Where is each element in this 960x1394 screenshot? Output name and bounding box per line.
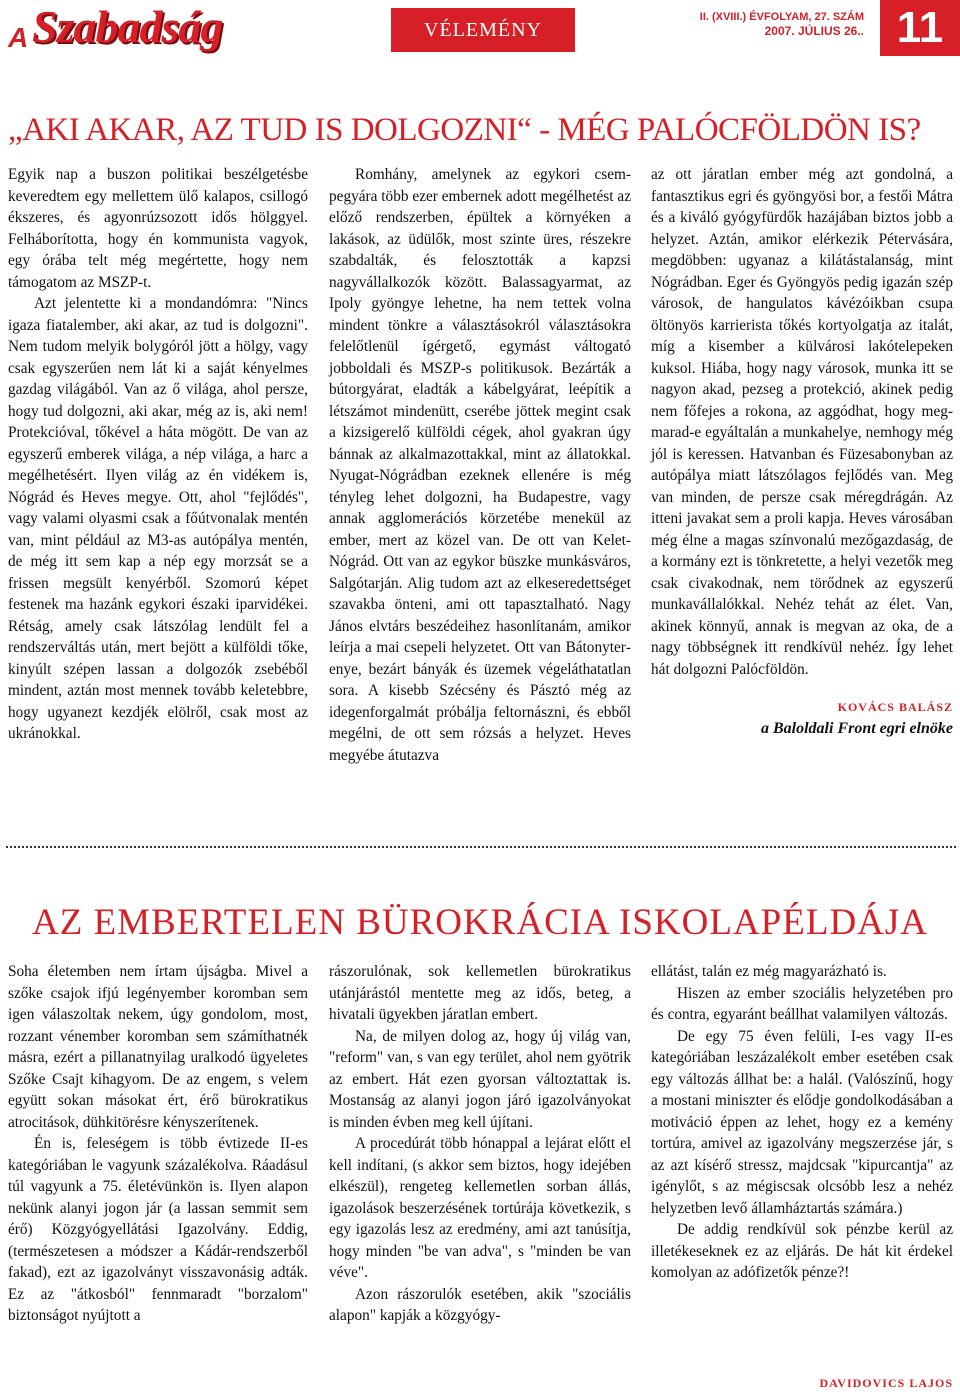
author-role: a Baloldali Front egri elnöke: [760, 720, 953, 737]
issue-volume: II. (XVIII.) ÉVFOLYAM, 27. SZÁM: [699, 11, 864, 23]
paragraph: az ott járatlan ember még azt gondolná, a fantasztikus egri és gyöngyösi bor, a festői Mátra és a kiváló gyógyfürdők hazájában biztos jobb a helyzet. Aztán, amikor elérkezik Pétervására, megdöbben: ugyanaz a kilátástalanság, mint Nógrádban. Eger és Gyöngyös pedig igazán szép városok, de hangulatos kávézóikban csupa öltönyös karrierista tőkés kortyolgatja az italát, míg a kisember a külvárosi lakótelepeken kuksol. Hiába, hogy nagy városok, munka itt se nagyon akad, pezseg a protekció, akinek pedig nem főfejes a rokona, az aggódhat, hogy megmarad-e egyáltalán a munkahelye, nemhogy még jól is keressen. Hatvanban és Füzesabonyban az autópálya miatt látszólagos fejlődés van. Meg van minden, de persze csak méregdrágán. Az itteni javakat sem a proli kapja. Heves városában még élne a magas színvonalú mezőgazdaság, de a kormány ezt is tönkretette, a helyi vezetők meg csak civakodnak, nem törődnek az egyszerű munkavállalókkal. Nehéz tehát az élet. Van, akinek könnyű, annak is megvan az oka, de a nagy többségnek itt rendkívül nehéz. Így lehet hát dolgozni Palócföldön.: [651, 166, 953, 678]
paragraph: rászorulónak, sok kellemetlen bürokratikus utánjárástól mentette meg az idős, beteg, a hivatali ügyekben járatlan embert.: [329, 963, 631, 1023]
issue-info: [700, 10, 864, 38]
logo-article: A: [8, 22, 29, 53]
article-1-signature: [651, 698, 953, 740]
paragraph: Azt jelentette ki a mondandómra: "Nincs igaza fiatalember, aki akar, az tud is dolgozni". Nem tudom melyik bolygóról jött a hölgy, vagy csak egyszerűen nem lát ki a saját kényelmes gazdag világából. Van az ő világa, ahol persze, hogy tud dolgozni, aki akar, még az is, aki nem! Protekcióval, tőkével a háta mögött. De van az egyszerű emberek világa, a nép világa, a harc a megélhetésért. Ilyen világ az én vidékem is, Nógrád és Heves megye. Ott, ahol "fejlődés", vagy valami olyasmi csak a főútvonalak mentén van, mint például az M3-as autópálya mentén, de még itt sem kap a nép egy morzsát se a frissen megsült kenyérből. Szomorú képet festenek ma hazánk egykori északi iparvidékei. Rétság, amely csak látszólag lendült fel a rendszerváltás után, mert bejött a külföldi tőke, kinyúlt szépen lassan a dolgozók zsebéből mindent, aztán most mennek tovább keletebbre, hogy ugyanezt kezdjék elölről, csak most az ukránokkal.: [8, 295, 308, 742]
author-name: KOVÁCS BALÁSZ: [837, 700, 953, 714]
section-rubric: VÉLEMÉNY: [391, 8, 575, 52]
article-1-column-1: [8, 164, 308, 745]
paragraph: Egyik nap a buszon politikai beszélgetésbe keveredtem egy mellettem ülő kalapos, csillogó ékszeres, és agyonrúzsozott idős hölggyel. Felháborította, hogy én kommunista vagyok, egy órába telt még megértette, hogy nem támogatom az MSZP-t.: [8, 166, 308, 291]
article-1-column-2: [329, 164, 631, 766]
article-2-column-3: [651, 961, 953, 1284]
paragraph: Én is, feleségem is több évtizede II-es kategóriában le vagyunk százalékolva. Ráadásul túl vagyunk a 75. életévünkön is. Ilyen alapon nekünk alanyi jogon jár (a lassan semmit sem érő) Közgyógyellátási Igazolvány. Eddig, (természetesen a módszer a Kádár-rendszerből fakad), ezt az igazolványt visszavonásig adták. Ez az "átkosból" fennmaradt "borzalom" biztonságot nyújtott a: [8, 1135, 308, 1324]
paragraph: Hiszen az ember szociális helyzetében pro és contra, egyaránt beállhat valamilyen változás.: [651, 984, 953, 1023]
paragraph: A procedúrát több hónappal a lejárat előtt el kell indítani, (s akkor sem biztos, hogy idejében elkészül), rengeteg kellemetlen sorban állás, igazolások beszerzésének tortúrája következik, s egy igazolás lesz az eredmény, ami azt tanúsítja, hogy minden "be van adva", s "minden be van véve".: [329, 1135, 631, 1281]
paragraph: ellátást, talán ez még magyarázható is.: [651, 963, 887, 980]
article-2-column-2: [329, 961, 631, 1327]
logo-title: Szabadság: [32, 1, 223, 52]
article-2-column-1: [8, 961, 308, 1327]
author-name: DAVIDOVICS LAJOS: [819, 1376, 953, 1390]
paragraph: De egy 75 éven felüli, I-es vagy II-es kategóriában leszázalékolt ember esetében csak egy változás állhat be: a halál. (Valószínű, hogy a mostani miniszter és elődje gondolkodásában a motiváció éppen az lehet, hogy ez a kemény tortúra, amivel az igazolvány megszerzése jár, s az azt kísérő stressz, majdcsak "kipurcantja" az igénylőt, s az mégiscsak olcsóbb lesz a nehéz helyzetben levő államháztartás számára.): [651, 1027, 953, 1217]
paragraph: De addig rendkívül sok pénzbe kerül az illetékeseknek ez az eljárás. De hát kit érdekel komolyan az adófizetők pénze?!: [651, 1221, 953, 1281]
article-1-title: „AKI AKAR, AZ TUD IS DOLGOZNI“ - MÉG PALÓCFÖLDÖN IS?: [8, 112, 921, 148]
article-2-signature: [700, 1374, 953, 1392]
masthead: [0, 0, 960, 58]
dotted-divider: [6, 846, 956, 848]
newspaper-logo[interactable]: [8, 2, 240, 56]
page-number: 11: [880, 0, 960, 56]
article-2-title: AZ EMBERTELEN BÜROKRÁCIA ISKOLAPÉLDÁJA: [31, 902, 929, 943]
article-1-column-3: [651, 164, 953, 740]
paragraph: Azon rászorulók esetében, akik "szociális alapon" kapják a közgyógy-: [329, 1285, 631, 1324]
paragraph: Na, de milyen dolog az, hogy új világ van, "reform" van, s van egy terület, ahol nem gyötrik az embert. Hát ezen gyorsan változtattak is. Mostanság az alanyi jogon járó igazolványokat is minden évben meg kell újítani.: [329, 1027, 631, 1131]
paragraph: Soha életemben nem írtam újságba. Mivel a szőke csajok ifjú legényember koromban sem igen válaszoltak nekem, úgy gondolom, most, rozzant vénember koromban sem számíthatnék másra, ezért a pillanatnyilag uralkodó ügyeletes Szőke Csajt kihagyom. De az engem, s velem együtt sokan másokat ért, érő bürokratikus atrocitások, dühkitörésre kényszerítenek.: [8, 963, 308, 1131]
issue-date: 2007. JÚLIUS 26..: [764, 24, 864, 38]
paragraph: Romhány, amelynek az egykori csempegyára több ezer embernek adott megélhetést az előző rendszerben, épültek a környéken a lakások, az üdülők, most szinte üres, részekre szabdalták, és felosztották a kapzsi nagyvállalkozók között. Balassagyarmat, az Ipoly gyöngye lehetne, ha nem tettek volna mindent tönkre a választásokról választásokra felelőtlenül ígérgető, egymást váltogató jobboldali és MSZP-s politikusok. Bezárták a bútorgyárat, eladták a kábelgyárat, leépítik a létszámot mindenütt, cserébe jöttek megint csak a kizsigerelő külföldi cégek, ahol gyakran úgy bánnak az alkalmazottakkal, mint az állatokkal. Nyugat-Nógrádban ezeknek ellenére is még tényleg lehet dolgozni, ha Budapestre, vagy annak agglomerációs körzetébe menekül az ember, mert az közel van. De ott van Kelet-Nógrád. Ott van az egykor büszke munkásváros, Salgótarján. Alig tudom azt az elkeseredettséget szavakba önteni, ami ott tapasztalható. Nagy János elvtárs beszédeihez hasonlítanám, amikor leírja a mai csepeli helyzetet. Ott van Bátonyterenye, bezárt bányák és üzemek végeláthatatlan sora. A kisebb Szécsény és Pásztó még az idegenforgalmát próbálja feltornászni, és ebből megélni, de ott sem rózsás a helyzet. Heves megyébe átutazva: [329, 166, 631, 764]
